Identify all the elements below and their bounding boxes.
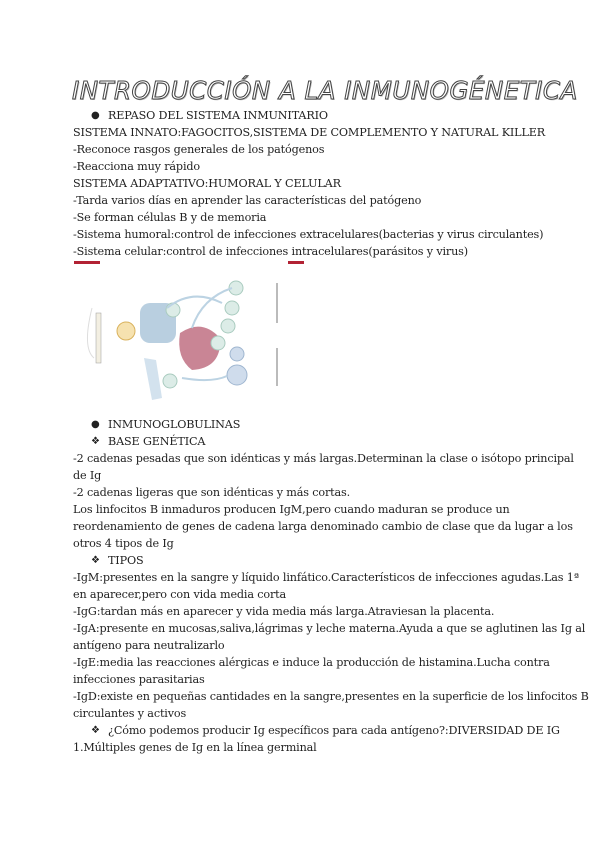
text-line: -IgD:existe en pequeñas cantidades en la sangre,presentes en la superficie de los linfocitos B xyxy=(73,690,589,703)
text-line: -2 cadenas ligeras que son idénticas y más cortas. xyxy=(73,486,351,499)
text-line: SISTEMA INNATO:FAGOCITOS,SISTEMA DE COMPLEMENTO Y NATURAL KILLER xyxy=(73,126,546,139)
page-title: INTRODUCCIÓN A LA INMUNOGÉNETICA xyxy=(72,76,578,105)
text-line: -Sistema celular:control de infecciones intracelulares(parásitos y virus) xyxy=(73,245,468,258)
text-line: circulantes y activos xyxy=(73,707,187,720)
text-line: -Tarda varios días en aprender las características del patógeno xyxy=(73,194,422,207)
text-line: -Reconoce rasgos generales de los patógenos xyxy=(73,143,325,156)
subsection-heading: BASE GENÉTICA xyxy=(108,435,206,448)
diamond-bullet-icon: ❖ xyxy=(91,725,100,736)
text-line: -Reacciona muy rápido xyxy=(73,160,200,173)
text-line: -IgM:presentes en la sangre y líquido linfático.Característicos de infecciones agudas.Las 1ª xyxy=(73,571,579,584)
bullet-icon: ● xyxy=(91,110,100,121)
diamond-bullet-icon: ❖ xyxy=(91,436,100,447)
text-line: -Se forman células B y de memoria xyxy=(73,211,267,224)
immune-system-diagram xyxy=(72,258,308,414)
text-line: Los linfocitos B inmaduros producen IgM,pero cuando maduran se produce un xyxy=(73,503,510,516)
subsection-heading: TIPOS xyxy=(108,554,144,567)
text-line: reordenamiento de genes de cadena larga denominado cambio de clase que da lugar a los xyxy=(73,520,573,533)
text-line: -2 cadenas pesadas que son idénticas y más largas.Determinan la clase o isótopo principal xyxy=(73,452,574,465)
text-line: -Sistema humoral:control de infecciones extracelulares(bacterias y virus circulantes) xyxy=(73,228,544,241)
section-heading: INMUNOGLOBULINAS xyxy=(108,418,241,431)
text-line: infecciones parasitarias xyxy=(73,673,205,686)
text-line: 1.Múltiples genes de Ig en la línea germinal xyxy=(73,741,317,754)
text-line: en aparecer,pero con vida media corta xyxy=(73,588,287,601)
section-heading: REPASO DEL SISTEMA INMUNITARIO xyxy=(108,109,328,122)
subsection-heading: ¿Cómo podemos producir Ig específicos para cada antígeno?:DIVERSIDAD DE IG xyxy=(108,724,560,737)
diamond-bullet-icon: ❖ xyxy=(91,555,100,566)
text-line: SISTEMA ADAPTATIVO:HUMORAL Y CELULAR xyxy=(73,177,341,190)
text-line: -IgE:media las reacciones alérgicas e induce la producción de histamina.Lucha contra xyxy=(73,656,550,669)
text-line: de Ig xyxy=(73,469,102,482)
text-line: -IgA:presente en mucosas,saliva,lágrimas y leche materna.Ayuda a que se aglutinen las Ig al xyxy=(73,622,586,635)
bullet-icon: ● xyxy=(91,419,100,430)
text-line: otros 4 tipos de Ig xyxy=(73,537,174,550)
text-line: antígeno para neutralizarlo xyxy=(73,639,225,652)
text-line: -IgG:tardan más en aparecer y vida media más larga.Atraviesan la placenta. xyxy=(73,605,495,618)
